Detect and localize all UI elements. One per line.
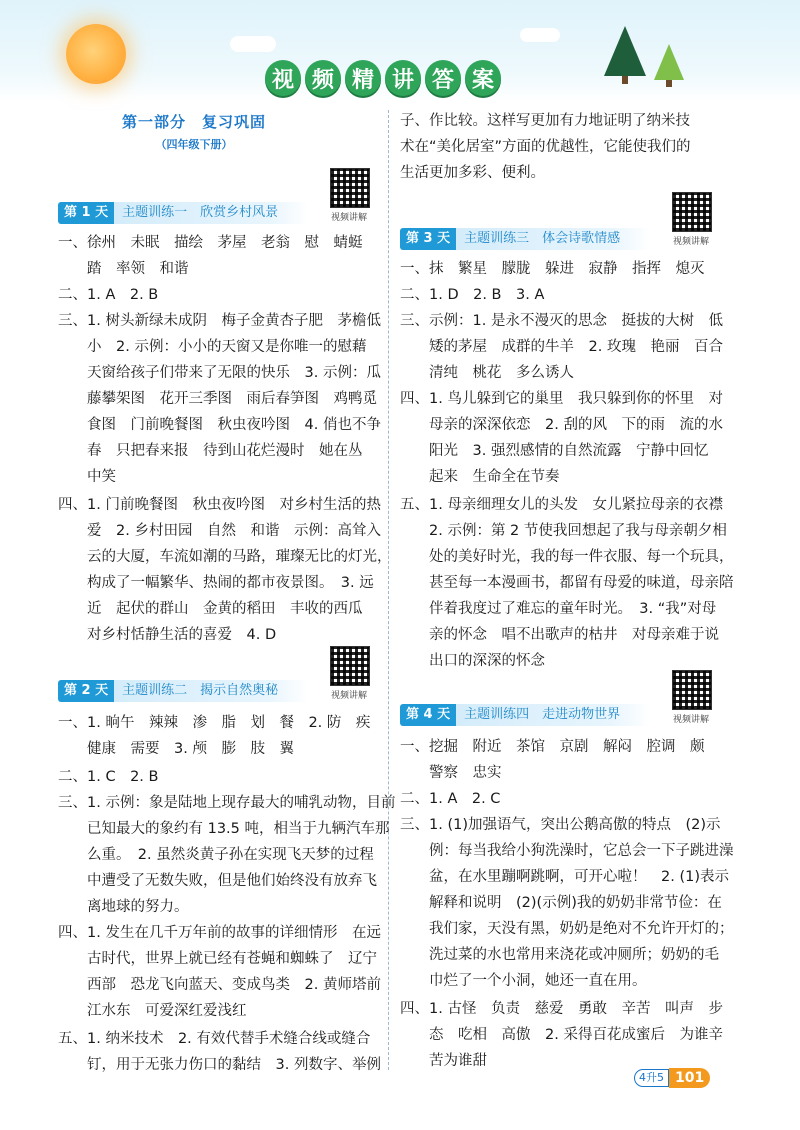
answer-line: 云的大厦，车流如潮的马路，璀璨无比的灯光， [58,549,392,565]
day-label: 第 3 天 [400,228,456,250]
answer-line: 态 吃相 高傲 2. 采得百花成蜜后 为谁辛 [400,1027,723,1043]
answer-line: 生活更加多彩、便利。 [400,165,545,181]
answer-line: 二、1. A 2. C [400,791,501,807]
qr-code-icon[interactable] [672,670,712,710]
answer-line: 中遭受了无数失败，但是他们始终没有放弃飞 [58,873,377,889]
page-title-banner [253,58,513,98]
answer-line: 么重。 2. 虽然炎黄子孙在实现飞天梦的过程 [58,847,374,863]
answer-line: 矮的茅屋 成群的牛羊 2. 玫瑰 艳丽 百合 [400,339,723,355]
cloud-decoration [520,28,560,42]
answer-line: 春 只把春来报 待到山花烂漫时 她在丛 [58,443,363,459]
answer-line: 清纯 桃花 多么诱人 [400,365,574,381]
title-char: 频 [305,60,341,96]
title-char: 答 [425,60,461,96]
answer-line: 已知最大的象约有 13.5 吨，相当于九辆汽车那 [58,821,390,837]
answer-line: 巾烂了一个小洞，她还一直在用。 [400,973,647,989]
qr-code-icon[interactable] [330,168,370,208]
answer-line: 我们家，天没有黑，奶奶是绝对不允许开灯的； [400,921,734,937]
day-header-2 [58,680,308,702]
answer-line: 近 起伏的群山 金黄的稻田 丰收的西瓜 [58,601,363,617]
answer-line: 子、作比较。这样写更加有力地证明了纳米技 [400,113,690,129]
day-theme: 主题训练四 走进动物世界 [456,704,650,726]
answer-line: 三、1. (1)加强语气，突出公鹅高傲的特点 (2)示 [400,817,721,833]
answer-line: 一、徐州 未眠 描绘 茅屋 老翁 慰 蜻蜓 [58,235,363,251]
answer-line: 警察 忠实 [400,765,502,781]
answer-line: 亲的怀念 唱不出歌声的枯井 对母亲难于说 [400,627,719,643]
section-title: 第一部分 复习巩固 [121,113,266,131]
pine-tree-icon [602,26,648,86]
day-header-1 [58,202,308,224]
answer-line: 四、1. 鸟儿躲到它的巢里 我只躲到你的怀里 对 [400,391,723,407]
answer-line: 母亲的深深依恋 2. 刮的风 下的雨 流的水 [400,417,723,433]
answer-line: 甚至每一本漫画书，都留有母爱的味道，母亲陪 [400,575,734,591]
answer-line: 三、1. 示例：象是陆地上现存最大的哺乳动物，目前 [58,795,396,811]
answer-line: 解释和说明 (2)(示例)我的奶奶非常节俭：在 [400,895,722,911]
answer-line: 盆，在水里蹦啊跳啊，可开心啦！ 2. (1)表示 [400,869,729,885]
answer-line: 苦为谁甜 [400,1053,487,1069]
qr-label: 视频讲解 [672,715,709,725]
answer-line: 四、1. 古怪 负责 慈爱 勇敢 辛苦 叫声 步 [400,1001,723,1017]
answer-line: 小 2. 示例：小小的天窗又是你唯一的慰藉 [58,339,367,355]
answer-line: 一、1. 晌午 辣辣 渗 脂 划 餐 2. 防 疾 [58,715,371,731]
day-header-4 [400,704,650,726]
grade-label: 4升5 [634,1069,669,1087]
answer-line: 藤攀架图 花开三季图 雨后春笋图 鸡鸭觅 [58,391,377,407]
answer-line: 中笑 [58,469,116,485]
title-char: 讲 [385,60,421,96]
answer-line: 处的美好时光，我的每一件衣服、每一个玩具， [400,549,734,565]
day-header-3 [400,228,650,250]
answer-line: 伴着我度过了难忘的童年时光。 3. “我”对母 [400,601,717,617]
answer-line: 构成了一幅繁华、热闹的都市夜景图。 3. 远 [58,575,374,591]
qr-code-icon[interactable] [672,192,712,232]
section-subtitle: （四年级下册） [155,138,233,151]
pine-tree-icon [652,44,686,88]
answer-line: 西部 恐龙飞向蓝天、变成鸟类 2. 黄师塔前 [58,977,381,993]
answer-line: 二、1. C 2. B [58,769,159,785]
answer-line: 二、1. A 2. B [58,287,159,303]
column-divider [388,110,389,1070]
answer-line: 四、1. 门前晚餐图 秋虫夜吟图 对乡村生活的热 [58,497,381,513]
answer-line: 三、1. 树头新绿未成阴 梅子金黄杏子肥 茅檐低 [58,313,381,329]
answer-line: 出口的深深的怀念 [400,653,545,669]
title-char: 视 [265,60,301,96]
answer-line: 三、示例：1. 是永不漫灭的思念 挺拔的大树 低 [400,313,723,329]
answer-line: 例：每当我给小狗洗澡时，它总会一下子跳进澡 [400,843,734,859]
answer-line: 2. 示例：第 2 节使我回想起了我与母亲朝夕相 [400,523,727,539]
answer-line: 四、1. 发生在几千万年前的故事的详细情形 在远 [58,925,381,941]
answer-line: 天窗给孩子们带来了无限的快乐 3. 示例：瓜 [58,365,381,381]
qr-label: 视频讲解 [672,237,709,247]
answer-line: 离地球的努力。 [58,899,189,915]
answer-line: 古时代，世界上就已经有苍蝇和蜘蛛了 辽宁 [58,951,377,967]
answer-line: 五、1. 纳米技术 2. 有效代替手术缝合线或缝合 [58,1031,371,1047]
answer-line: 食图 门前晚餐图 秋虫夜吟图 4. 俏也不争 [58,417,381,433]
sun-decoration [66,24,126,84]
answer-line: 踏 率领 和谐 [58,261,189,277]
day-theme: 主题训练一 欣赏乡村风景 [114,202,308,224]
day-theme: 主题训练三 体会诗歌情感 [456,228,650,250]
answer-line: 二、1. D 2. B 3. A [400,287,545,303]
title-char: 精 [345,60,381,96]
qr-code-icon[interactable] [330,646,370,686]
answer-line: 钉，用于无张力伤口的黏结 3. 列数字、举例 [58,1057,381,1073]
answer-line: 洗过菜的水也常用来浇花或冲厕所；奶奶的毛 [400,947,719,963]
answer-line: 江水东 可爱深红爱浅红 [58,1003,247,1019]
answer-line: 爱 2. 乡村田园 自然 和谐 示例：高耸入 [58,523,381,539]
answer-line: 对乡村恬静生活的喜爱 4. D [58,627,277,643]
answer-line: 术在“美化居室”方面的优越性，它能使我们的 [400,139,691,155]
cloud-decoration [230,36,276,52]
page-number: 101 [669,1068,710,1088]
answer-line: 一、挖掘 附近 茶馆 京剧 解闷 腔调 颇 [400,739,705,755]
day-label: 第 2 天 [58,680,114,702]
title-char: 案 [465,60,501,96]
answer-line: 五、1. 母亲细理女儿的头发 女儿紧拉母亲的衣襟 [400,497,723,513]
qr-label: 视频讲解 [330,691,367,701]
answer-line: 一、抹 繁星 朦胧 躲进 寂静 指挥 熄灭 [400,261,705,277]
answer-line: 起来 生命全在节奏 [400,469,560,485]
day-label: 第 4 天 [400,704,456,726]
answer-line: 健康 需要 3. 颅 膨 肢 翼 [58,741,294,757]
day-theme: 主题训练二 揭示自然奥秘 [114,680,308,702]
page-number-badge [634,1068,710,1088]
answer-line: 阳光 3. 强烈感情的自然流露 宁静中回忆 [400,443,709,459]
day-label: 第 1 天 [58,202,114,224]
qr-label: 视频讲解 [330,213,367,223]
